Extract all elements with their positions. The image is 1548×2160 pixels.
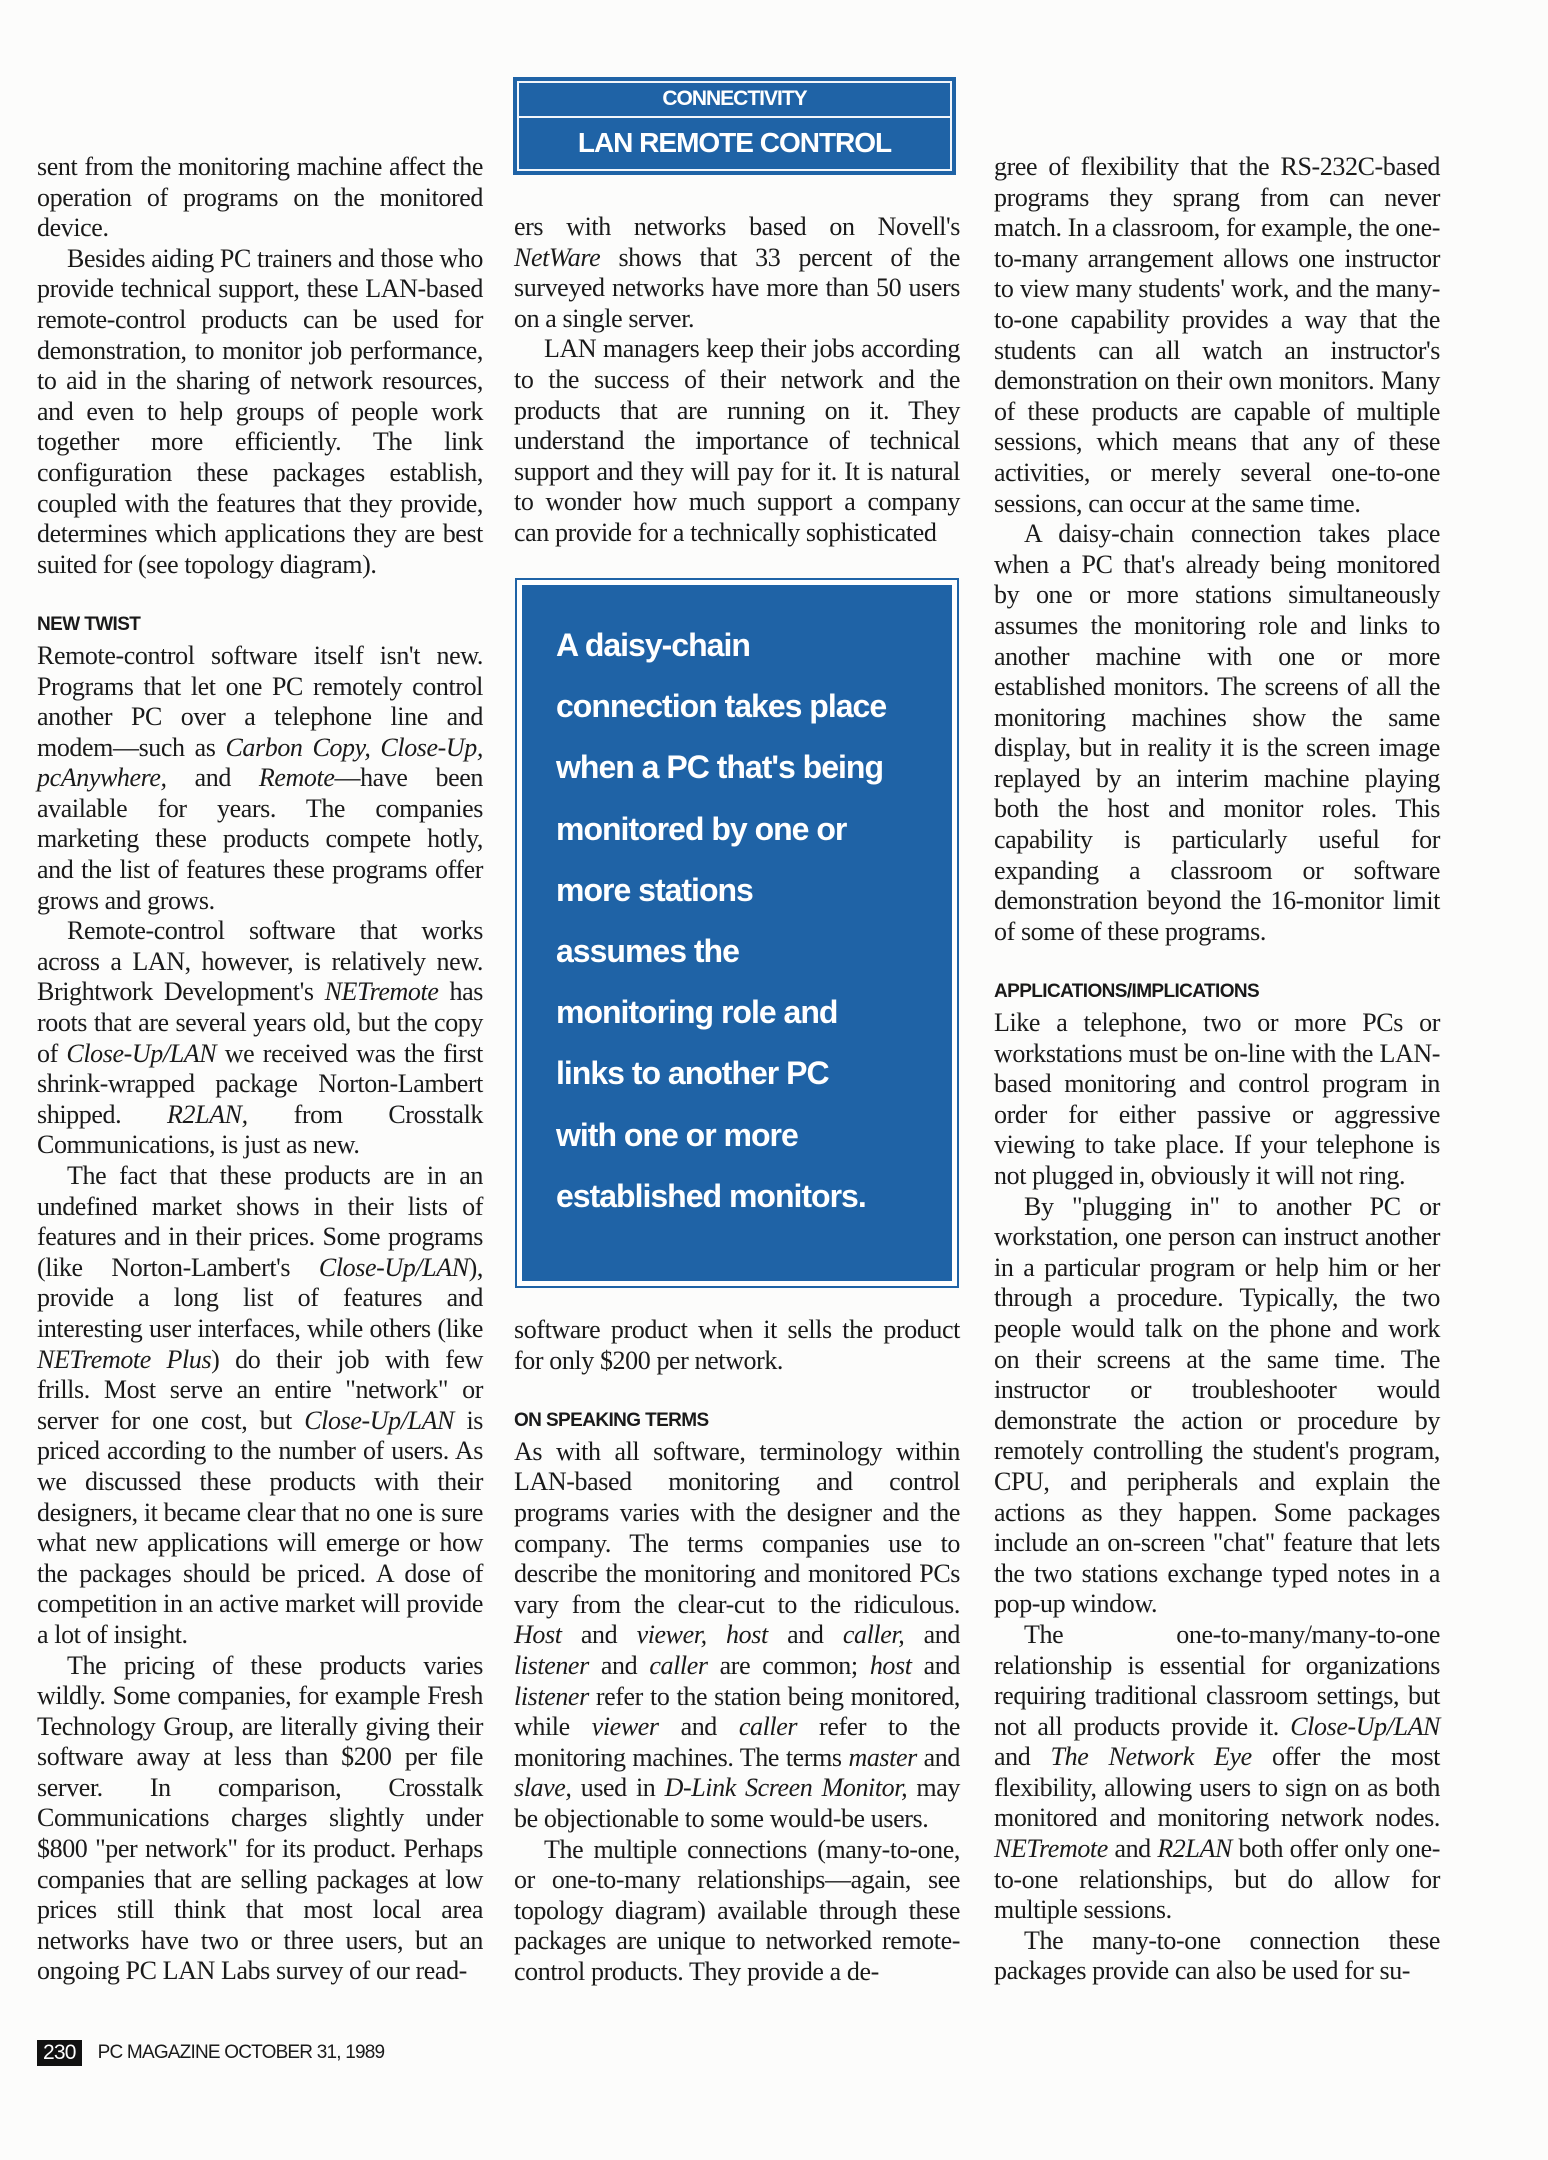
italic-text: R2LAN	[1157, 1834, 1232, 1864]
italic-text: Close-Up/LAN	[304, 1405, 454, 1435]
italic-text: viewer, host	[636, 1620, 768, 1650]
page-number: 230	[37, 2040, 82, 2066]
text: Besides aiding PC trainers and those who provide technical support, these LAN-based remote-control products can be used for demonstration, to monitor job performance, to aid in the sharing of network resources, and even to help groups of people work together more efficiently. The link configuration these packages establish, coupled with the features that they provide, determines which applications they are best suited for (see topology diagram).	[37, 243, 483, 579]
page-footer	[37, 2040, 384, 2066]
text: software product when it sells the product for only $200 per network.	[514, 1315, 960, 1375]
paragraph	[37, 916, 483, 1161]
text: are common;	[707, 1650, 870, 1680]
italic-text: R2LAN,	[167, 1099, 248, 1129]
paragraph	[994, 1008, 1440, 1192]
pull-quote-fill	[522, 585, 952, 1281]
section-header-frame	[517, 81, 952, 171]
text: refer to the station being monitored, while	[514, 1681, 960, 1742]
text: and	[166, 763, 259, 793]
text: By "plugging in" to another PC or workstation, one person can instruct another in a particular program or help him or her through a procedure. Typically, the two people would talk on the phone and work on their screens at the same time. The instructor or troubleshooter would demonstrate the action or procedure by remotely controlling the student's program, CPU, and peripherals and explain the actions as they happen. Some packages include an on-screen "chat" feature that lets the two stations exchange typed notes in a pop-up window.	[994, 1191, 1440, 1619]
pull-quote	[515, 578, 959, 1288]
text: offer the most flexibility, allowing users to sign on as both monitored and monitoring network nodes.	[994, 1742, 1440, 1833]
publication-line: PC MAGAZINE OCTOBER 31, 1989	[97, 2042, 385, 2063]
text: LAN managers keep their jobs according to the success of their network and the products that are running on it. They understand the importance of technical support and they will pay for it. It is natural to wonder how much support a company can provide for a technically sophisticated	[514, 334, 960, 547]
paragraph	[994, 1620, 1440, 1926]
paragraph	[994, 1926, 1440, 1987]
text: The fact that these products are in an undefined market shows in their lists of features and in their prices. Some programs (like Norton-Lambert's	[37, 1161, 483, 1282]
text: The one-to-many/many-to-one relationship is essential for organizations requiring traditional classroom settings, but not all products provide it.	[994, 1619, 1440, 1741]
paragraph	[37, 152, 483, 244]
text: has roots that are several years old, but the copy of	[37, 977, 483, 1068]
text: —have been available for years. The companies marketing these products compete hotly, and the list of features these programs offer grows and grows.	[37, 763, 483, 915]
column-middle-bottom	[514, 1315, 960, 1987]
paragraph	[37, 1161, 483, 1651]
section-heading: APPLICATIONS/IMPLICATIONS	[994, 981, 1260, 1003]
paragraph	[994, 1192, 1440, 1620]
text: from Crosstalk Communications, is just as new.	[37, 1099, 483, 1160]
text: and	[994, 1742, 1051, 1772]
text: Remote-control software itself isn't new. Programs that let one PC remotely control another PC over a telephone line and modem—such as	[37, 640, 483, 762]
italic-text: NETremote	[994, 1834, 1108, 1864]
text: ers with networks based on Novell's	[514, 212, 960, 241]
italic-text: caller	[649, 1650, 708, 1680]
paragraph	[37, 641, 483, 916]
pull-quote-line: assumes the	[556, 933, 739, 970]
section-heading: ON SPEAKING TERMS	[514, 1410, 709, 1432]
text: Like a telephone, two or more PCs or workstations must be on-line with the LAN-based monitoring and control program in order for either passive or aggressive viewing to take place. If your telephone is not plugged in, obviously it will not ring.	[994, 1008, 1440, 1190]
text: used in	[571, 1773, 665, 1803]
paragraph	[514, 334, 960, 548]
pull-quote-line: with one or more	[556, 1116, 798, 1153]
italic-text: caller	[738, 1712, 798, 1742]
text: we received was the first shrink-wrapped package Norton-Lambert shipped.	[37, 1038, 483, 1129]
pull-quote-line: more stations	[556, 871, 753, 908]
italic-text: Close-Up/LAN	[66, 1038, 217, 1068]
text: and	[904, 1620, 960, 1650]
text: The multiple connections (many-to-one, or one-to-many relationships—again, see topology diagram) available through these packages are unique to networked remote-control products. They provide a de-	[514, 1834, 960, 1986]
italic-text: D-Link Screen Monitor,	[664, 1773, 908, 1803]
italic-text: Close-Up/LAN	[1290, 1711, 1440, 1741]
text: ), provide a long list of features and interesting user interfaces, while others (like	[37, 1252, 483, 1343]
text: and	[658, 1712, 739, 1742]
text: sent from the monitoring machine affect the operation of programs on the monitored device.	[37, 152, 483, 243]
pull-quote-line: when a PC that's being	[556, 749, 883, 786]
italic-text: listener	[514, 1650, 589, 1680]
text: Remote-control software that works across a LAN, however, is relatively new. Brightwork Development's	[37, 916, 483, 1007]
italic-text: Remote	[258, 763, 335, 793]
pull-quote-line: links to another PC	[556, 1055, 829, 1092]
text: and	[767, 1620, 843, 1650]
italic-text: host	[869, 1650, 912, 1680]
paragraph	[514, 212, 960, 334]
italic-text: listener	[514, 1681, 589, 1711]
text: is priced according to the number of users. As we discussed these products with their designers, it became clear that no one is sure what new applications will emerge or how the packages should be priced. A dose of competition in an active market will provide a lot of insight.	[37, 1405, 483, 1649]
text: gree of flexibility that the RS-232C-based programs they sprang from can never match. In a classroom, for example, the one-to-many arrangement allows one instructor to view many students' work, and the many-to-one capability provides a way that the students can all watch an instructor's demonstration on their own monitors. Many of these products are capable of multiple sessions, which means that any of these activities, or merely several one-to-one sessions, can occur at the same time.	[994, 152, 1440, 518]
text: refer to the monitoring machines. The terms	[514, 1712, 960, 1772]
section-label: CONNECTIVITY	[519, 83, 950, 118]
paragraph	[37, 1651, 483, 1988]
text: ) do their job with few frills. Most serve an entire "network" or server for one cost, but	[37, 1344, 483, 1435]
italic-text: NetWare	[514, 242, 601, 272]
text: and	[561, 1620, 637, 1650]
text: both offer only one-to-one relationships, but do allow for multiple sessions.	[994, 1834, 1440, 1925]
pull-quote-line: established monitors.	[556, 1177, 866, 1214]
text: may be objectionable to some would-be users.	[514, 1773, 960, 1833]
text: and	[1107, 1834, 1158, 1864]
pull-quote-line: monitored by one or	[556, 810, 847, 847]
text: and	[916, 1742, 960, 1772]
text: A daisy-chain connection takes place when a PC that's already being monitored by one or more stations simultaneously assumes the monitoring role and links to another machine with one or more established monitors. The screens of all the monitoring machines show the same display, but in reality it is the screen image replayed by an interim machine playing both the host and monitor roles. This capability is particularly useful for expanding a classroom or software demonstration beyond the 16-monitor limit of some of these programs.	[994, 519, 1440, 946]
italic-text: NETremote Plus	[37, 1344, 212, 1374]
italic-text: Close-Up/LAN	[318, 1252, 469, 1282]
paragraph	[514, 1835, 960, 1988]
text: The many-to-one connection these packages provide can also be used for su-	[994, 1925, 1440, 1986]
paragraph	[994, 519, 1440, 947]
italic-text: NETremote	[324, 977, 439, 1007]
paragraph	[994, 152, 1440, 519]
pull-quote-line: monitoring role and	[556, 994, 838, 1031]
text: and	[911, 1650, 960, 1680]
italic-text: master	[848, 1742, 917, 1772]
text: As with all software, terminology within LAN-based monitoring and control programs varies with the designer and the company. The terms companies use to describe the monitoring and monitored PCs vary from the clear-cut to the ridiculous.	[514, 1436, 960, 1619]
italic-text: viewer	[591, 1712, 659, 1742]
italic-text: The Network Eye	[1050, 1742, 1252, 1772]
italic-text: slave,	[514, 1773, 572, 1803]
column-middle-top	[514, 212, 960, 549]
italic-text: Carbon Copy, Close-Up, pcAnywhere,	[37, 732, 483, 793]
section-header	[513, 77, 956, 175]
paragraph	[514, 1315, 960, 1376]
italic-text: caller,	[842, 1620, 905, 1650]
section-heading: NEW TWIST	[37, 614, 141, 636]
column-right	[994, 152, 1440, 1987]
text: The pricing of these products varies wildly. Some companies, for example Fresh Technology Group, are literally giving their software away at less than $200 per file server. In comparison, Crosstalk Communications charges slightly under $800 "per network" for its product. Perhaps companies that are selling packages at low prices still think that most local area networks have two or three users, but an ongoing PC LAN Labs survey of our read-	[37, 1650, 483, 1986]
text: shows that 33 percent of the surveyed networks have more than 50 users on a single server.	[514, 242, 960, 333]
pull-quote-line: connection takes place	[556, 688, 887, 725]
paragraph	[514, 1437, 960, 1835]
paragraph	[37, 244, 483, 581]
italic-text: Host	[514, 1620, 562, 1650]
text: and	[588, 1650, 650, 1680]
article-title: LAN REMOTE CONTROL	[577, 127, 892, 159]
column-left	[37, 152, 483, 1987]
pull-quote-line: A daisy-chain	[556, 627, 750, 663]
